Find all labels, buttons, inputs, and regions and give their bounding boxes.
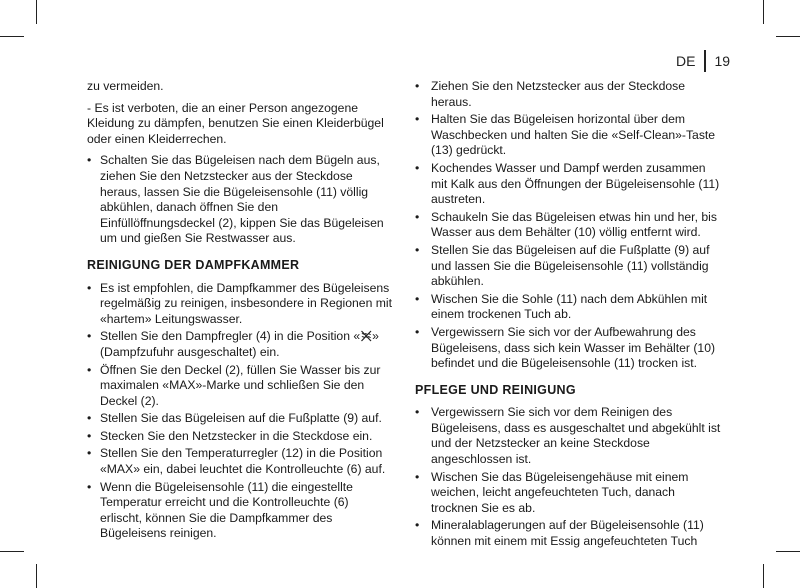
list-item: • Stellen Sie das Bügeleisen auf die Fußplatte (9) auf.	[87, 411, 393, 427]
list-item: • Schalten Sie das Bügeleisen nach dem Bügeln aus, ziehen Sie den Netzstecker aus der Steckdose heraus, lassen Sie die Bügeleisensohle (11) völlig abkühlen, danach öffnen Sie den Einfüllöffnungsdeckel (2), kippen Sie das Bügeleisen um und gießen Sie Restwasser aus.	[87, 153, 393, 247]
list-item: • Wischen Sie das Bügeleisengehäuse mit einem weichen, leicht angefeuchteten Tuch, danach trocknen Sie es ab.	[415, 470, 723, 517]
crop-mark	[763, 0, 764, 24]
crop-mark	[776, 551, 800, 552]
list-item: • Öffnen Sie den Deckel (2), füllen Sie Wasser bis zur maximalen «MAX»-Marke und schließen Sie den Deckel (2).	[87, 363, 393, 410]
list-item-text: » (Dampfzufuhr ausgeschaltet) ein.	[100, 329, 379, 359]
crop-mark	[36, 564, 37, 588]
list-item: • Stellen Sie den Temperaturregler (12) in die Position «MAX» ein, dabei leuchtet die Kontrolleuchte (6) auf.	[87, 446, 393, 477]
section-heading: REINIGUNG DER DAMPFKAMMER	[87, 257, 300, 272]
list-item: • Wenn die Bügeleisensohle (11) die eingestellte Temperatur erreicht und die Kontrolleuchte (6) erlischt, können Sie die Dampfkammer des Bügeleisens reinigen.	[87, 480, 393, 542]
section-heading: PFLEGE UND REINIGUNG	[415, 382, 576, 397]
continuation-text: zu vermeiden.	[87, 79, 164, 93]
right-column	[415, 79, 723, 552]
list-item: • Stellen Sie das Bügeleisen auf die Fußplatte (9) auf und lassen Sie die Bügeleisensohle (11) vollständig abkühlen.	[415, 243, 723, 290]
list-item: • Wischen Sie die Sohle (11) nach dem Abkühlen mit einem trockenen Tuch ab.	[415, 292, 723, 323]
list-item: • Vergewissern Sie sich vor der Aufbewahrung des Bügeleisens, dass sich kein Wasser im Behälter (10) befindet und die Bügeleisensohle (11) trocken ist.	[415, 325, 723, 372]
crop-mark	[36, 0, 37, 24]
warning-text: - Es ist verboten, die an einer Person angezogene Kleidung zu dämpfen, benutzen Sie einen Kleiderbügel oder einen Kleiderrechen.	[87, 100, 384, 146]
bullet-list	[87, 281, 393, 543]
left-column	[87, 79, 393, 544]
list-item: • Ziehen Sie den Netzstecker aus der Steckdose heraus.	[415, 79, 723, 110]
page-number: 19	[714, 53, 731, 69]
crop-mark	[776, 36, 800, 37]
crop-mark	[0, 36, 24, 37]
bullet-list	[415, 405, 723, 549]
list-item: • Halten Sie das Bügeleisen horizontal über dem Waschbecken und halten Sie die «Self-Clean»-Taste (13) gedrückt.	[415, 112, 723, 159]
bullet-list	[415, 79, 723, 372]
page-header	[676, 50, 730, 72]
list-item: • Schaukeln Sie das Bügeleisen etwas hin und her, bis Wasser aus dem Behälter (10) völlig entfernt wird.	[415, 210, 723, 241]
list-item: • Vergewissern Sie sich vor dem Reinigen des Bügeleisens, dass es ausgeschaltet und abgekühlt ist und der Netzstecker an keine Steckdose angeschlossen ist.	[415, 405, 723, 467]
bullet-list	[87, 153, 393, 247]
list-item: • Es ist empfohlen, die Dampfkammer des Bügeleisens regelmäßig zu reinigen, insbesondere in Regionen mit «hartem» Leitungswasser.	[87, 281, 393, 328]
crop-mark	[763, 564, 764, 588]
crop-mark	[0, 551, 24, 552]
language-code: DE	[676, 53, 696, 69]
list-item: • Mineralablagerungen auf der Bügeleisensohle (11) können mit einem mit Essig angefeuchteten Tuch	[415, 518, 723, 549]
list-item-text: Stellen Sie den Dampfregler (4) in die Position «	[100, 329, 361, 344]
list-item	[87, 329, 393, 360]
header-divider	[704, 50, 706, 72]
steam-off-icon	[360, 330, 372, 342]
list-item: • Kochendes Wasser und Dampf werden zusammen mit Kalk aus den Öffnungen der Bügeleisensohle (11) austreten.	[415, 161, 723, 208]
list-item: • Stecken Sie den Netzstecker in die Steckdose ein.	[87, 429, 393, 445]
